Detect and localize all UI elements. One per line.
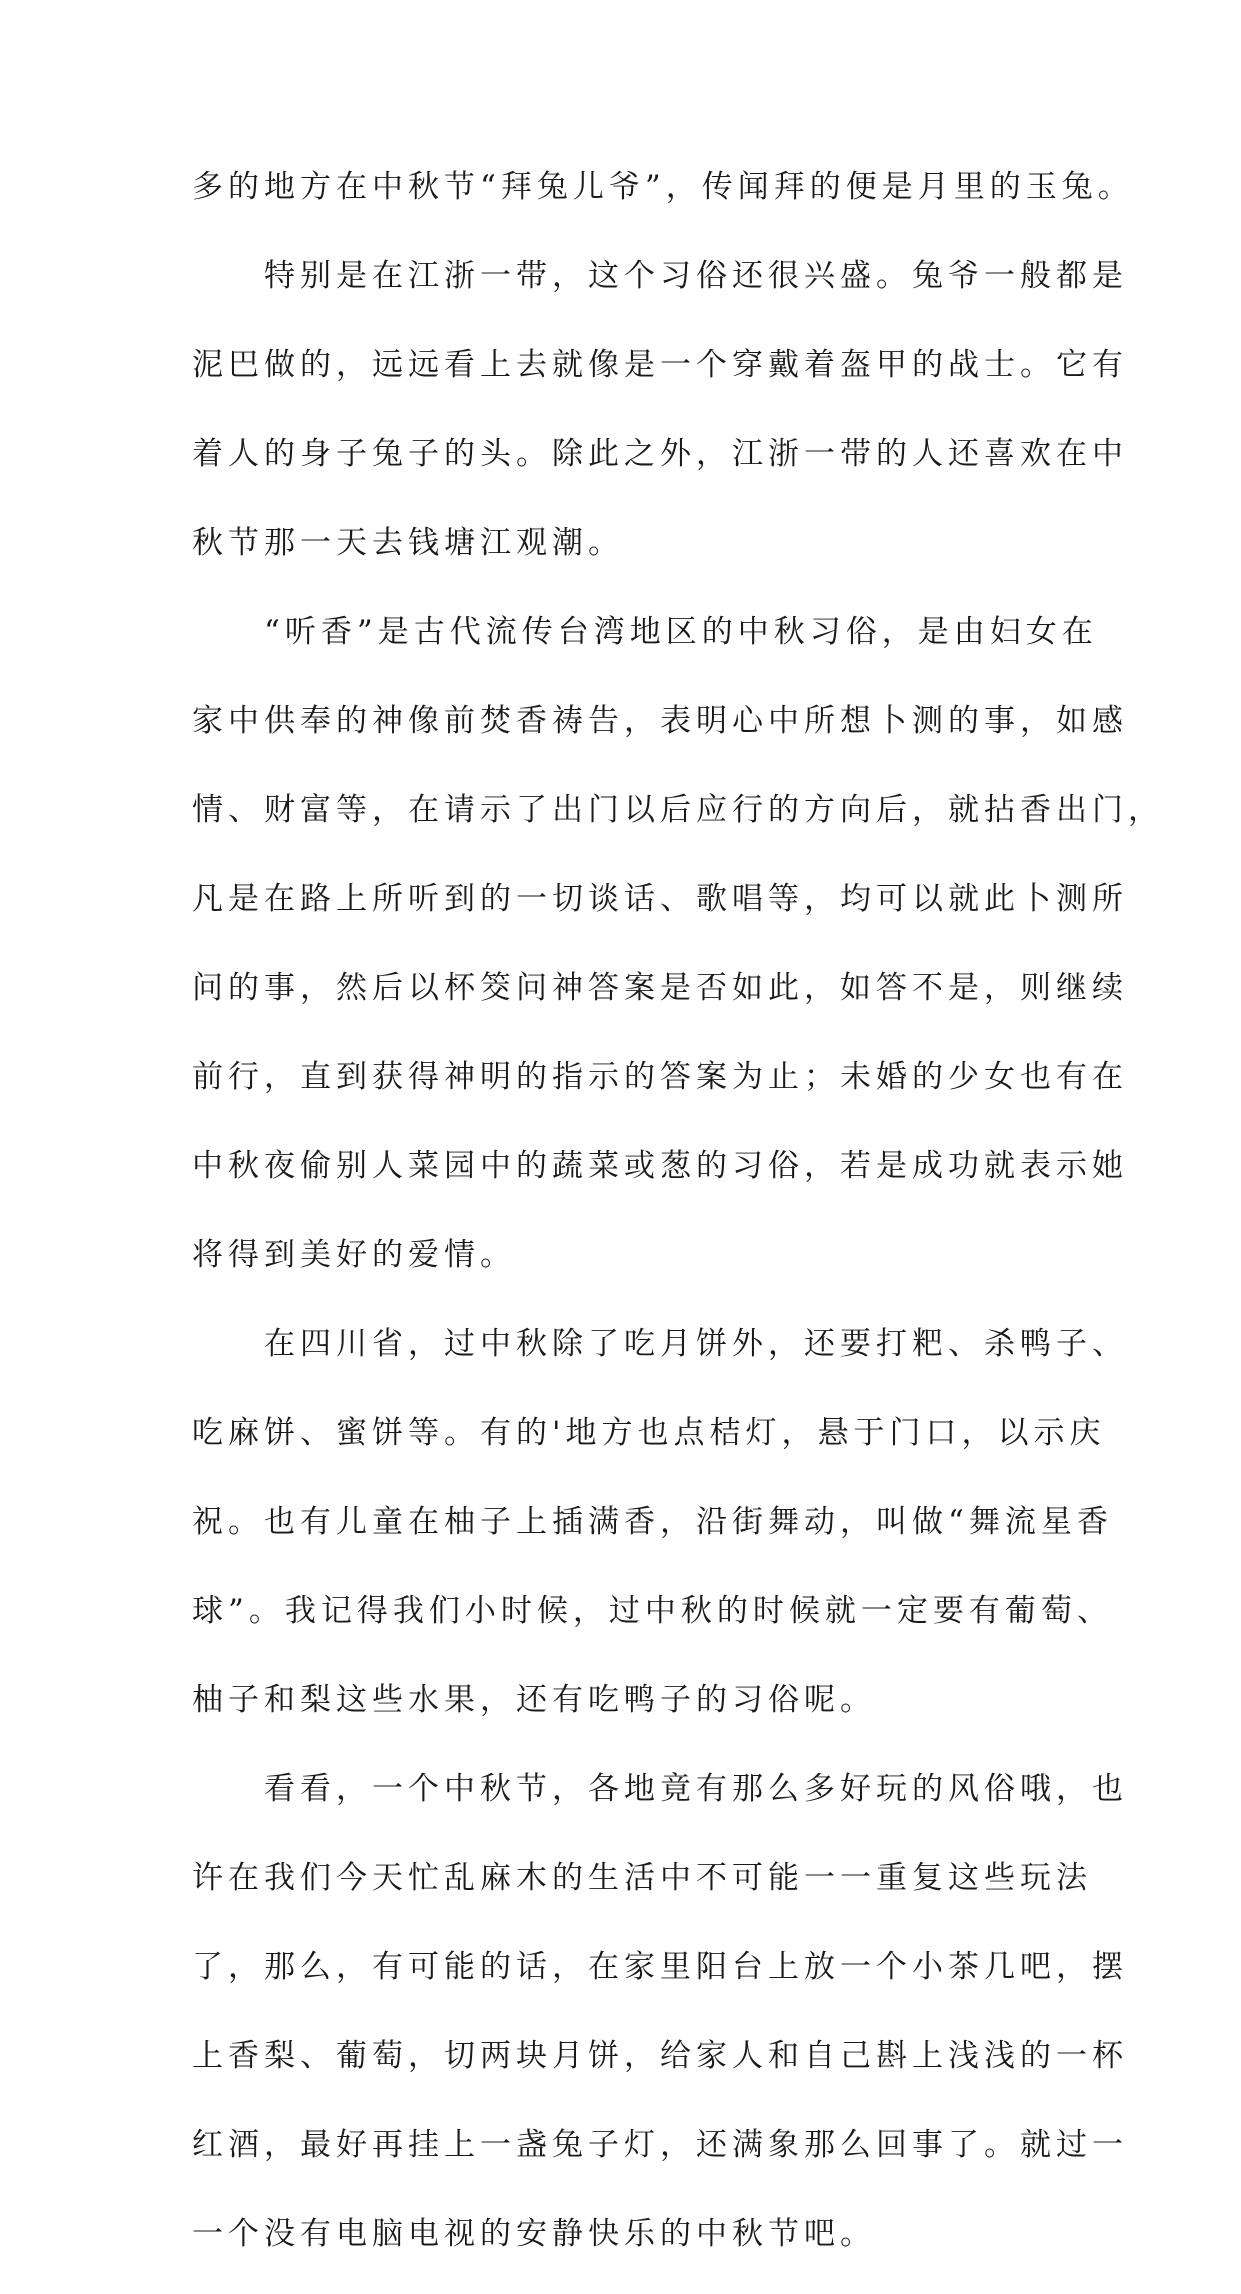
text-line: 前行，直到获得神明的指示的答案为止；未婚的少女也有在 [192, 1059, 1128, 1095]
text-line: 许在我们今天忙乱麻木的生活中不可能一一重复这些玩法 [192, 1860, 1092, 1896]
text-line: 柚子和梨这些水果，还有吃鸭子的习俗呢。 [192, 1682, 876, 1718]
text-line: “听香”是古代流传台湾地区的中秋习俗，是由妇女在 [192, 614, 1098, 650]
text-line: 了，那么，有可能的话，在家里阳台上放一个小茶几吧，摆 [192, 1949, 1128, 1985]
text-line: 问的事，然后以杯筊问神答案是否如此，如答不是，则继续 [192, 970, 1128, 1006]
text-line: 特别是在江浙一带，这个习俗还很兴盛。兔爷一般都是 [192, 258, 1128, 294]
text-line: 情、财富等，在请示了出门以后应行的方向后，就拈香出门， [192, 792, 1164, 828]
text-line: 看看，一个中秋节，各地竟有那么多好玩的风俗哦，也 [192, 1771, 1128, 1807]
text-line: 着人的身子兔子的头。除此之外，江浙一带的人还喜欢在中 [192, 436, 1128, 472]
text-line: 一个没有电脑电视的安静快乐的中秋节吧。 [192, 2216, 876, 2252]
article-body [192, 158, 1164, 2294]
text-line: 泥巴做的，远远看上去就像是一个穿戴着盔甲的战士。它有 [192, 347, 1128, 383]
text-line: 吃麻饼、蜜饼等。有的'地方也点桔灯，悬于门口，以示庆 [192, 1415, 1106, 1451]
text-line: 秋节那一天去钱塘江观潮。 [192, 525, 624, 561]
text-line: 上香梨、葡萄，切两块月饼，给家人和自己斟上浅浅的一杯 [192, 2038, 1128, 2074]
text-line: 多的地方在中秋节“拜兔儿爷”，传闻拜的便是月里的玉兔。 [192, 169, 1134, 205]
text-line: 家中供奉的神像前焚香祷告，表明心中所想卜测的事，如感 [192, 703, 1128, 739]
text-line: 中秋夜偷别人菜园中的蔬菜或葱的习俗，若是成功就表示她 [192, 1148, 1128, 1184]
text-line: 红酒，最好再挂上一盏兔子灯，还满象那么回事了。就过一 [192, 2127, 1128, 2163]
text-line: 球”。我记得我们小时候，过中秋的时候就一定要有葡萄、 [192, 1593, 1113, 1629]
text-line: 祝。也有儿童在柚子上插满香，沿街舞动，叫做“舞流星香 [192, 1504, 1113, 1540]
text-line: 在四川省，过中秋除了吃月饼外，还要打粑、杀鸭子、 [192, 1326, 1128, 1362]
text-line: 将得到美好的爱情。 [192, 1237, 516, 1273]
text-line: 凡是在路上所听到的一切谈话、歌唱等，均可以就此卜测所 [192, 881, 1128, 917]
